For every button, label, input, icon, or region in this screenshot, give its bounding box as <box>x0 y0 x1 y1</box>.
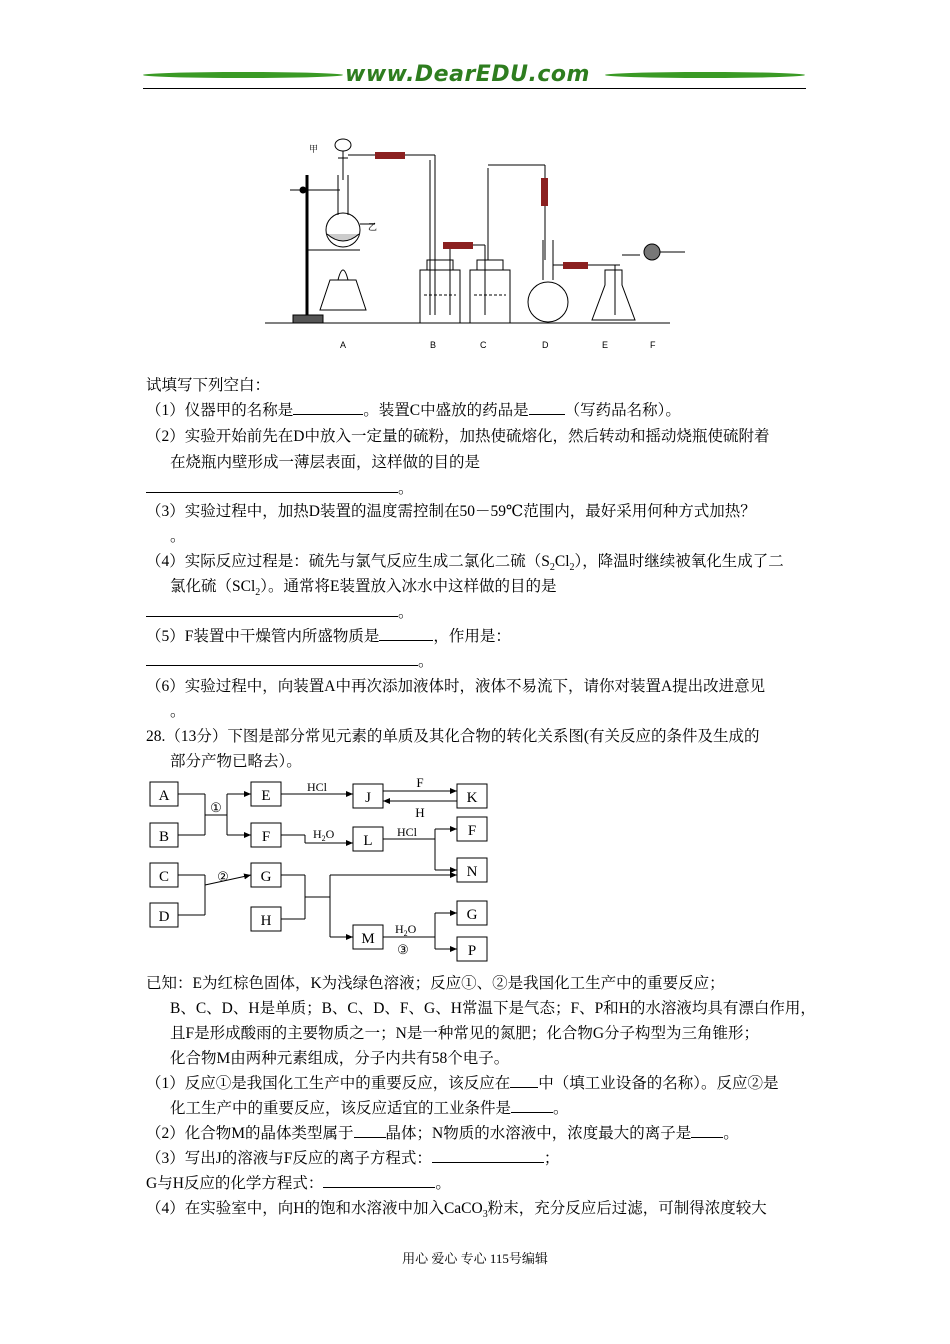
box-G: G <box>260 869 272 885</box>
box-F2: F <box>467 823 477 839</box>
q28-p4-line1: （4）在实验室中，向H的饱和水溶液中加入CaCO$_3$粉末，充分反应后过滤，可制得浓度较大 <box>146 1200 767 1221</box>
box-D: D <box>158 909 170 925</box>
q28-intro-line1: 28.（13分）下图是部分常见元素的单质及其化合物的转化关系图(有关反应的条件及生成的 <box>146 728 760 745</box>
label-C: C <box>480 340 487 350</box>
box-E: E <box>261 788 271 804</box>
q28-p1-line2: 化工生产中的重要反应，该反应适宜的工业条件是 。 <box>170 1096 569 1122</box>
label-D: D <box>542 340 549 350</box>
q27-p1: （1）仪器甲的名称是 。装置C中盛放的药品是 （写药品名称）。 <box>146 398 681 424</box>
q28-p3-line1: （3）写出J的溶液与F反应的离子方程式： ； <box>146 1146 559 1172</box>
q27-p3-line1: （3）实验过程中，加热D装置的温度需控制在50－59℃范围内，最好采用何种方式加热？ <box>146 503 756 520</box>
label-arrow-F: F <box>416 775 424 790</box>
apparatus-figure <box>260 130 700 355</box>
label-hcl-2: HCl <box>396 825 418 839</box>
label-arrow-H: H <box>415 805 425 820</box>
q27-p4-line1: （4）实际反应过程是：硫先与氯气反应生成二氯化二硫$(S_2Cl_2)$，降温时继续被氧化生成了二 <box>146 553 784 574</box>
label-jia: 甲 <box>309 144 319 154</box>
box-J: J <box>365 790 371 806</box>
reaction-2: ② <box>217 869 229 884</box>
q28-p2: （2）化合物M的晶体类型属于 晶体；N物质的水溶液中，浓度最大的离子是 。 <box>146 1121 739 1147</box>
q27-p3-line2: 。 <box>170 528 186 545</box>
q28-known-4: 化合物M由两种元素组成，分子内共有58个电子。 <box>170 1050 510 1067</box>
box-L: L <box>363 833 373 849</box>
q27-p2-line1: （2）实验开始前先在D中放入一定量的硫粉，加热使硫熔化，然后转动和摇动烧瓶使硫附着 <box>146 428 770 445</box>
q27-p6-line2: 。 <box>170 703 186 720</box>
label-A: A <box>340 340 347 350</box>
header-rule <box>143 88 806 89</box>
q27-p2-line2: 在烧瓶内壁形成一薄层表面，这样做的目的是 <box>170 454 481 471</box>
box-C: C <box>158 869 170 885</box>
q27-p4-answer: 。 <box>146 600 414 626</box>
box-A: A <box>158 788 170 804</box>
box-G2: G <box>466 907 478 923</box>
header-leaf-left <box>143 72 343 78</box>
q28-known-1: 已知：E为红棕色固体，K为浅绿色溶液；反应①、②是我国化工生产中的重要反应； <box>146 975 725 992</box>
reaction-diagram <box>145 775 495 970</box>
q27-p5-answer: 。 <box>146 649 434 675</box>
box-N: N <box>466 864 478 880</box>
label-E: E <box>602 340 609 350</box>
q28-p3-line2: G与H反应的化学方程式： 。 <box>146 1171 451 1197</box>
q27-p4-line2: 氯化硫（SCl$_2$）。通常将E装置放入冰水中这样做的目的是 <box>170 578 557 599</box>
label-h2o-2: $H_2O$ <box>395 922 417 938</box>
label-hcl-1: HCl <box>306 780 328 794</box>
box-K: K <box>466 790 478 806</box>
q27-p6-line1: （6）实验过程中，向装置A中再次添加液体时，液体不易流下，请你对装置A提出改进意见 <box>146 678 766 695</box>
label-yi: 乙 <box>368 222 378 232</box>
q28-known-2: B、C、D、H是单质；B、C、D、F、G、H常温下是气态；F、P和H的水溶液均具有漂白作用， <box>170 1000 816 1017</box>
box-M: M <box>361 931 375 947</box>
header-leaf-right <box>605 72 805 78</box>
page-footer: 用心 爱心 专心 115号编辑 <box>402 1251 548 1266</box>
box-H: H <box>260 913 272 929</box>
q27-p2-answer: 。 <box>146 476 414 502</box>
label-B: B <box>430 340 437 350</box>
box-P: P <box>467 943 477 959</box>
label-F: F <box>650 340 656 350</box>
box-F: F <box>261 829 271 845</box>
label-h2o-1: $H_2O$ <box>313 827 335 843</box>
reaction-3: ③ <box>397 942 409 957</box>
q28-known-3: 且F是形成酸雨的主要物质之一；N是一种常见的氮肥；化合物G分子构型为三角锥形； <box>170 1025 760 1042</box>
q27-intro: 试填写下列空白： <box>146 377 271 394</box>
reaction-1: ① <box>210 800 222 815</box>
q28-intro-line2: 部分产物已略去）。 <box>170 753 302 770</box>
q28-p1-line1: （1）反应①是我国化工生产中的重要反应，该反应在 中（填工业设备的名称）。反应②是 <box>146 1071 779 1097</box>
box-B: B <box>158 829 170 845</box>
header-logo: www.DearEDU.com <box>345 62 590 87</box>
q27-p5: （5）F装置中干燥管内所盛物质是 ，作用是： <box>146 624 511 650</box>
